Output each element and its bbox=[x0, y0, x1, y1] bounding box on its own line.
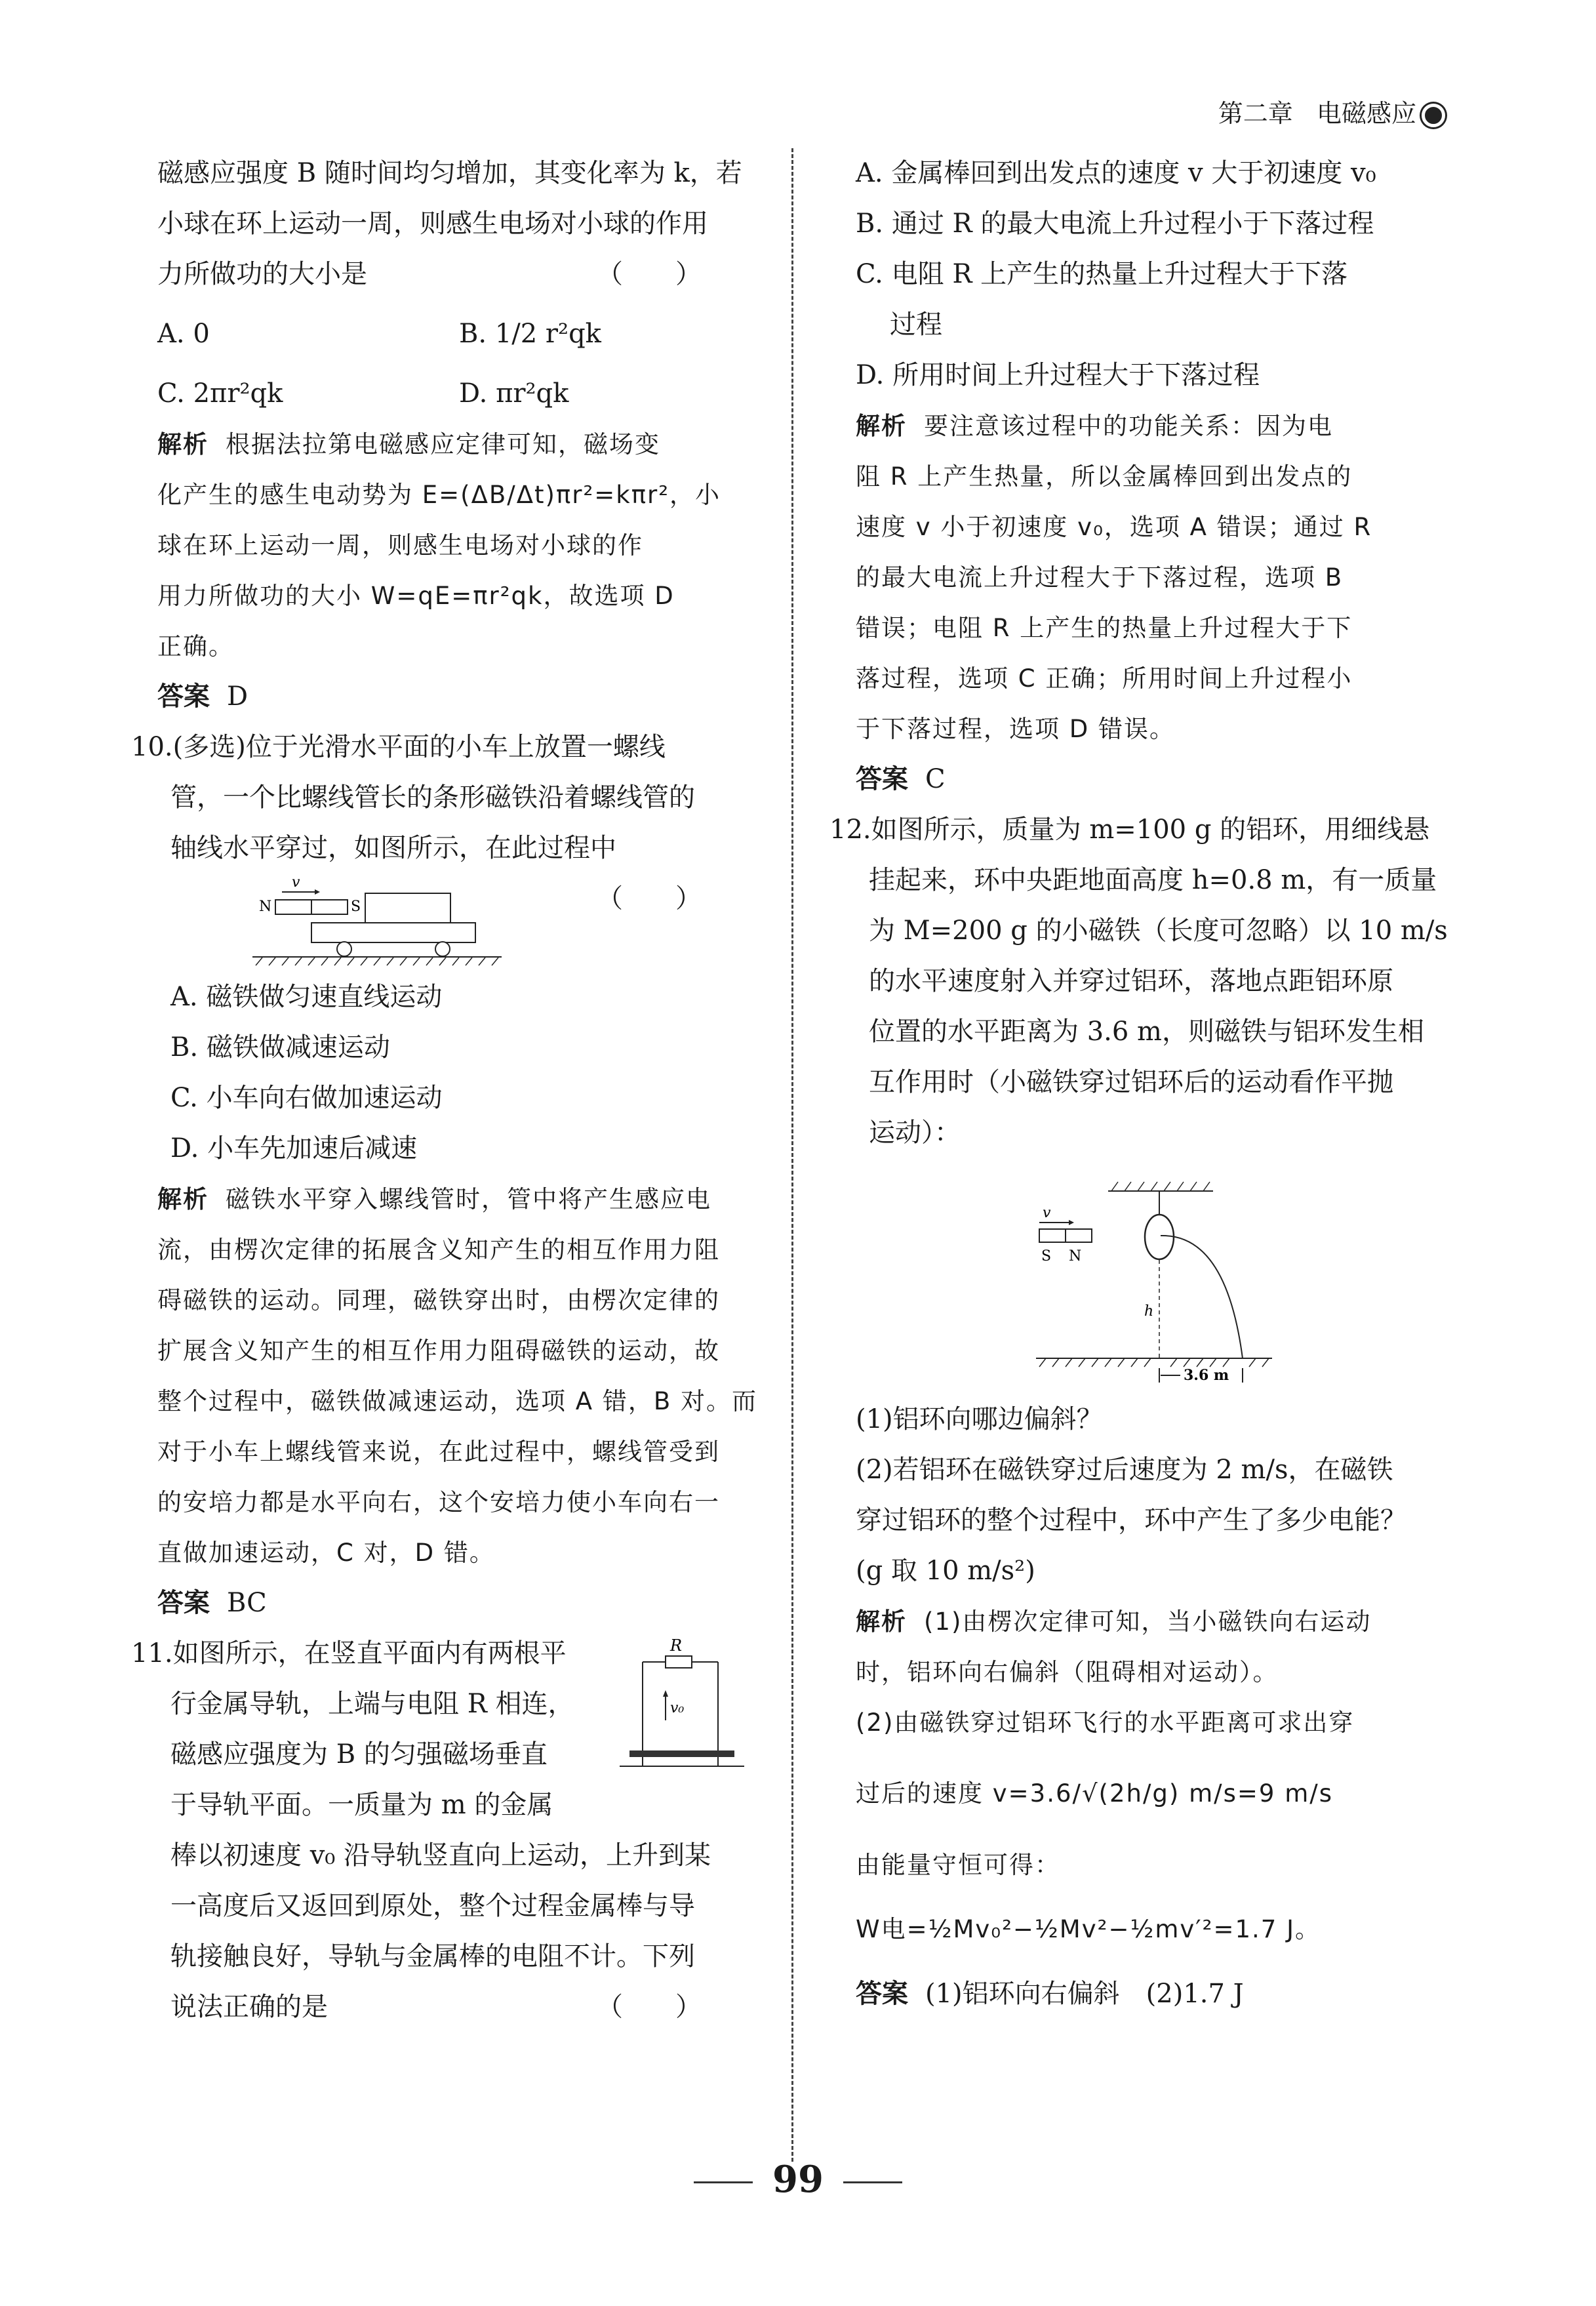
answer-paren: （ ） bbox=[597, 259, 702, 289]
q9-analysis-line: 用力所做功的大小 W=qE=πr²qk，故选项 D bbox=[157, 582, 675, 610]
q9-stem-line: 磁感应强度 B 随时间均匀增加，其变化率为 k，若 bbox=[157, 158, 742, 188]
trajectory bbox=[1161, 1236, 1243, 1358]
fig-label-v0: v₀ bbox=[670, 1700, 685, 1716]
q10-analysis-line: 碍磁铁的运动。同理，磁铁穿出时，由楞次定律的 bbox=[157, 1286, 720, 1314]
q9-analysis-line: 正确。 bbox=[157, 632, 234, 660]
q11-analysis-line: 解析 要注意该过程中的功能关系：因为电 bbox=[856, 412, 1333, 440]
bullet-icon bbox=[1422, 104, 1445, 127]
q9-options bbox=[157, 309, 761, 359]
right-column bbox=[829, 148, 1452, 2019]
q12-stem-line: 为 M=200 g 的小磁铁（长度可忽略）以 10 m/s bbox=[869, 916, 1448, 946]
q11-analysis-line: 错误；电阻 R 上产生的热量上升过程大于下 bbox=[856, 614, 1353, 642]
q11-analysis-line: 速度 v 小于初速度 v₀，选项 A 错误；通过 R bbox=[856, 513, 1372, 541]
q11-stem-line: 一高度后又返回到原处，整个过程金属棒与导 bbox=[170, 1891, 695, 1921]
q12-sub-line: (2)若铝环在磁铁穿过后速度为 2 m/s，在磁铁 bbox=[856, 1455, 1393, 1485]
left-column bbox=[131, 148, 761, 2033]
section-label: 电磁感应 bbox=[1316, 99, 1416, 128]
fig-label-v: v bbox=[1043, 1205, 1051, 1221]
q10-option-c: C. 小车向右做加速运动 bbox=[170, 1083, 443, 1113]
q12-analysis-line: 由能量守恒可得： bbox=[856, 1851, 1060, 1879]
aluminum-ring bbox=[1145, 1215, 1174, 1259]
q11-option-c: C. 电阻 R 上产生的热量上升过程大于下落 bbox=[856, 259, 1348, 289]
q9-option-b: B. 1/2 r²qk bbox=[459, 319, 601, 349]
q10-figure bbox=[246, 874, 508, 972]
q12-analysis-line: 解析 (1)由楞次定律可知，当小磁铁向右运动 bbox=[856, 1608, 1372, 1636]
analysis-label: 解析 bbox=[157, 430, 209, 458]
q11-stem-line: 说法正确的是 （ ） bbox=[157, 1982, 761, 2033]
fig-label-s: S bbox=[1041, 1248, 1052, 1264]
q11-stem-line: 11.如图所示，在竖直平面内有两根平 bbox=[131, 1638, 567, 1669]
q10-stem-line: 轴线水平穿过，如图所示，在此过程中 （ ） bbox=[157, 823, 761, 874]
q12-stem-line: 的水平速度射入并穿过铝环，落地点距铝环原 bbox=[869, 966, 1393, 996]
q12-analysis-line: 过后的速度 v=3.6/√(2h/g) m/s=9 m/s bbox=[856, 1779, 1333, 1808]
q11-number: 11. bbox=[131, 1638, 173, 1669]
q10-analysis-line: 扩展含义知产生的相互作用力阻碍磁铁的运动，故 bbox=[157, 1337, 720, 1365]
q10-answer: 答案 BC bbox=[157, 1588, 267, 1618]
chapter-label: 第二章 bbox=[1218, 99, 1293, 128]
q9-analysis-line: 化产生的感生电动势为 E=(ΔB/Δt)πr²=kπr²，小 bbox=[157, 481, 721, 509]
q12-figure bbox=[1029, 1171, 1279, 1394]
q9-option-d: D. πr²qk bbox=[459, 378, 569, 409]
answer-paren: （ ） bbox=[597, 883, 702, 914]
answer-paren: （ ） bbox=[597, 1992, 702, 2022]
q11-stem-line: 轨接触良好，导轨与金属棒的电阻不计。下列 bbox=[170, 1941, 695, 1972]
q11-block bbox=[131, 1628, 761, 2033]
q12-analysis-line: W电=½Mv₀²−½Mv²−½mv′²=1.7 J。 bbox=[856, 1915, 1321, 1943]
q9-analysis-line: 解析 根据法拉第电磁感应定律可知，磁场变 bbox=[157, 430, 660, 458]
q12-stem-line: 12.如图所示，质量为 m=100 g 的铝环，用细线悬 bbox=[829, 815, 1430, 845]
q10-option-d: D. 小车先加速后减速 bbox=[170, 1133, 418, 1163]
q10-analysis-line: 解析 磁铁水平穿入螺线管时，管中将产生感应电 bbox=[157, 1185, 711, 1213]
solenoid bbox=[365, 893, 450, 923]
q11-answer: 答案 C bbox=[856, 764, 946, 794]
fig-label-n: N bbox=[259, 899, 272, 915]
q12-analysis-line: 时，铝环向右偏斜（阻碍相对运动）。 bbox=[856, 1658, 1279, 1686]
q11-analysis-line: 于下落过程，选项 D 错误。 bbox=[856, 715, 1176, 743]
q11-option-b: B. 通过 R 的最大电流上升过程小于下落过程 bbox=[856, 209, 1374, 239]
q12-number: 12. bbox=[829, 815, 871, 845]
q11-option-a: A. 金属棒回到出发点的速度 v 大于初速度 v₀ bbox=[856, 158, 1376, 188]
fig-label-n: N bbox=[1069, 1248, 1082, 1264]
q9-options bbox=[157, 369, 761, 419]
page-number: 99 bbox=[0, 2158, 1596, 2201]
q10-option-a: A. 磁铁做匀速直线运动 bbox=[170, 982, 443, 1012]
page-header bbox=[1218, 93, 1445, 129]
q10-analysis-line: 整个过程中，磁铁做减速运动，选项 A 错，B 对。而 bbox=[157, 1387, 757, 1415]
cart bbox=[311, 923, 475, 942]
answer-label: 答案 bbox=[157, 681, 210, 712]
q9-stem-line: 力所做功的大小是 （ ） bbox=[157, 249, 761, 300]
q12-sub-line: (g 取 10 m/s²) bbox=[856, 1556, 1035, 1586]
q12-sub-line: 穿过铝环的整个过程中，环中产生了多少电能？ bbox=[856, 1505, 1406, 1535]
fig-label-h: h bbox=[1144, 1303, 1154, 1320]
column-divider bbox=[791, 148, 793, 2162]
q12-analysis-line: (2)由磁铁穿过铝环飞行的水平距离可求出穿 bbox=[856, 1709, 1355, 1737]
fig-label-dist: 3.6 m bbox=[1184, 1367, 1229, 1384]
q11-stem-line: 于导轨平面。一质量为 m 的金属 bbox=[170, 1790, 553, 1820]
q11-analysis-line: 落过程，选项 C 正确；所用时间上升过程小 bbox=[856, 664, 1353, 693]
q9-option-c: C. 2πr²qk bbox=[157, 378, 283, 409]
q11-stem-line: 行金属导轨，上端与电阻 R 相连， bbox=[170, 1689, 574, 1719]
fig-label-s: S bbox=[351, 899, 361, 915]
fig-label-r: R bbox=[670, 1636, 683, 1655]
q10-analysis-line: 的安培力都是水平向右，这个安培力使小车向右一 bbox=[157, 1488, 720, 1516]
q12-stem-line: 运动）： bbox=[869, 1118, 961, 1148]
q11-stem-line: 棒以初速度 v₀ 沿导轨竖直向上运动，上升到某 bbox=[170, 1840, 711, 1871]
q9-stem-line: 小球在环上运动一周，则感生电场对小球的作用 bbox=[157, 209, 708, 239]
q9-answer: 答案 D bbox=[157, 681, 249, 712]
q11-option-c-cont: 过程 bbox=[890, 310, 942, 340]
q11-option-d: D. 所用时间上升过程大于下落过程 bbox=[856, 360, 1260, 390]
q9-option-a: A. 0 bbox=[157, 319, 210, 349]
q10-analysis-line: 流，由楞次定律的拓展含义知产生的相互作用力阻 bbox=[157, 1236, 720, 1264]
q10-number: 10. bbox=[131, 732, 173, 762]
q12-stem-line: 位置的水平距离为 3.6 m，则磁铁与铝环发生相 bbox=[869, 1017, 1424, 1047]
q12-answer: 答案 (1)铝环向右偏斜 (2)1.7 J bbox=[856, 1979, 1244, 2009]
q10-analysis-line: 直做加速运动，C 对，D 错。 bbox=[157, 1539, 495, 1567]
q9-analysis-line: 球在环上运动一周，则感生电场对小球的作 bbox=[157, 531, 643, 559]
q12-stem-line: 挂起来，环中央距地面高度 h=0.8 m，有一质量 bbox=[869, 865, 1437, 895]
q11-figure bbox=[616, 1635, 748, 1792]
q10-option-b: B. 磁铁做减速运动 bbox=[170, 1032, 390, 1062]
q11-analysis-line: 的最大电流上升过程大于下落过程，选项 B bbox=[856, 563, 1344, 592]
q10-analysis-line: 对于小车上螺线管来说，在此过程中，螺线管受到 bbox=[157, 1438, 720, 1466]
fig-label-v: v bbox=[292, 874, 300, 891]
q11-analysis-line: 阻 R 上产生热量，所以金属棒回到出发点的 bbox=[856, 462, 1353, 491]
q10-stem-line: 管，一个比螺线管长的条形磁铁沿着螺线管的 bbox=[170, 782, 695, 813]
q12-sub-line: (1)铝环向哪边偏斜？ bbox=[856, 1404, 1103, 1434]
q11-stem-line: 磁感应强度为 B 的匀强磁场垂直 bbox=[170, 1739, 548, 1770]
q12-stem-line: 互作用时（小磁铁穿过铝环后的运动看作平抛 bbox=[869, 1067, 1393, 1097]
q10-stem-line: 10.(多选)位于光滑水平面的小车上放置一螺线 bbox=[131, 732, 666, 762]
